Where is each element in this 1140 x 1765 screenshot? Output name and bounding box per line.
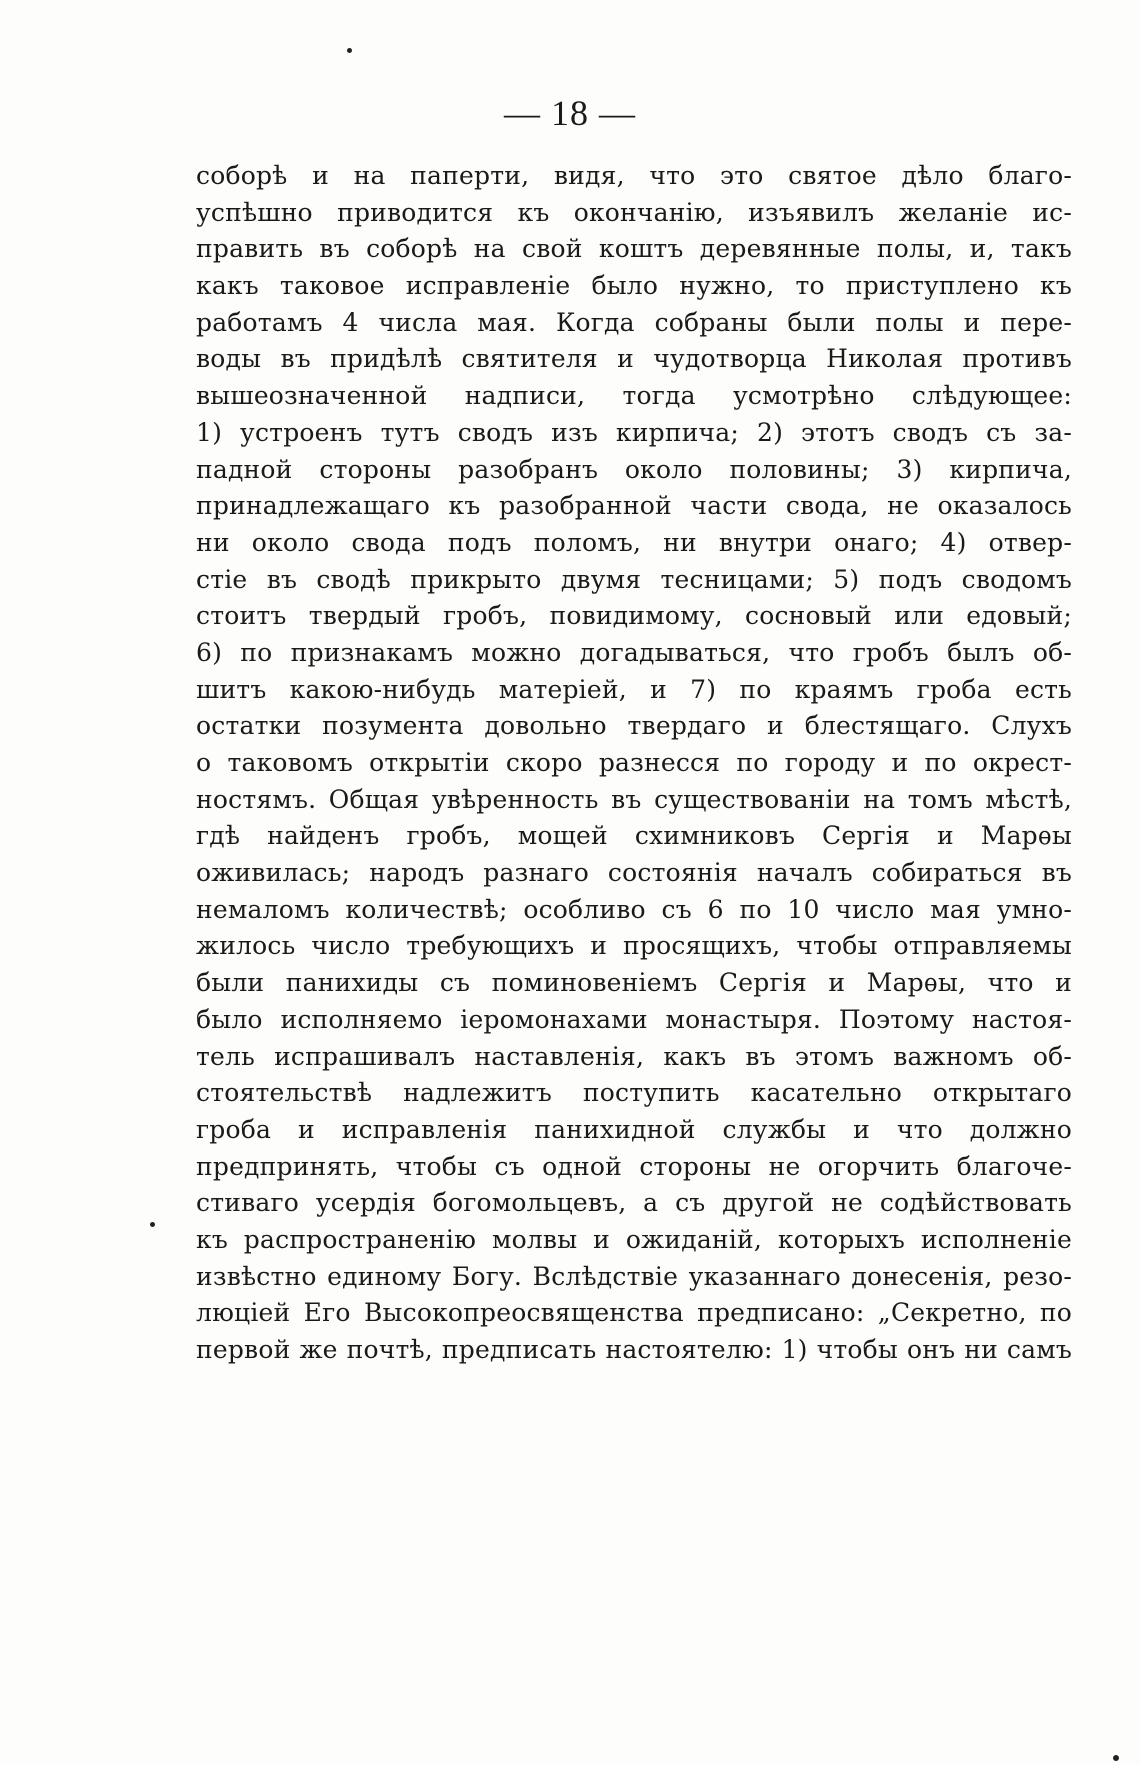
text-line: о таковомъ открытіи скоро разнесся по городу и по окрест-: [196, 748, 1072, 777]
text-line: люціей Его Высокопреосвященства предписано: „Секретно, по: [196, 1298, 1072, 1328]
text-line: воды въ придѣлѣ святителя и чудотворца Николая противъ: [196, 344, 1072, 374]
text-line: править въ соборѣ на свой коштъ деревянные полы, и, такъ: [196, 234, 1072, 264]
page-number: — 18 —: [504, 93, 636, 133]
text-line: было исполняемо іеромонахами монастыря. Поэтому настоя-: [196, 1004, 1072, 1034]
body-text: [196, 158, 1072, 1369]
ink-speck: [1113, 1755, 1119, 1761]
text-line: предпринять, чтобы съ одной стороны не огорчить благоче-: [196, 1151, 1072, 1181]
text-line: стіе въ сводѣ прикрыто двумя тесницами; 5) подъ сводомъ: [196, 564, 1072, 594]
text-line: извѣстно единому Богу. Вслѣдствіе указаннаго донесенія, резо-: [196, 1261, 1072, 1291]
text-line: какъ таковое исправленіе было нужно, то приступлено къ: [196, 271, 1072, 301]
ink-speck: [347, 48, 352, 53]
text-line: были панихиды съ поминовеніемъ Сергія и Марѳы, что и: [196, 968, 1072, 998]
text-line: первой же почтѣ, предписать настоятелю: 1) чтобы онъ ни самъ: [196, 1335, 1072, 1364]
text-line: принадлежащаго къ разобранной части свода, не оказалось: [196, 491, 1072, 521]
text-line: гдѣ найденъ гробъ, мощей схимниковъ Сергія и Марѳы: [196, 821, 1072, 851]
text-line: немаломъ количествѣ; особливо съ 6 по 10 число мая умно-: [196, 894, 1072, 924]
text-line: вышеозначенной надписи, тогда усмотрѣно слѣдующее:: [196, 381, 1072, 411]
text-line: жилось число требующихъ и просящихъ, чтобы отправляемы: [196, 931, 1072, 961]
ink-speck: [150, 1222, 155, 1227]
text-line: гроба и исправленія панихидной службы и что должно: [196, 1114, 1072, 1144]
text-line: стиваго усердія богомольцевъ, а съ другой не содѣйствовать: [196, 1188, 1072, 1218]
text-line: успѣшно приводится къ окончанію, изъявилъ желаніе ис-: [196, 197, 1072, 227]
text-line: къ распространенію молвы и ожиданій, которыхъ исполненіе: [196, 1224, 1072, 1254]
text-line: стоитъ твердый гробъ, повидимому, сосновый или едовый;: [196, 601, 1072, 631]
text-line: падной стороны разобранъ около половины; 3) кирпича,: [196, 454, 1072, 484]
text-line: работамъ 4 числа мая. Когда собраны были полы и пере-: [196, 307, 1072, 337]
text-line: ностямъ. Общая увѣренность въ существованіи на томъ мѣстѣ,: [196, 784, 1072, 814]
text-line: ни около свода подъ поломъ, ни внутри онаго; 4) отвер-: [196, 527, 1072, 557]
text-line: оживилась; народъ разнаго состоянія началъ собираться въ: [196, 858, 1072, 888]
text-line: 1) устроенъ тутъ сводъ изъ кирпича; 2) этотъ сводъ съ за-: [196, 417, 1072, 447]
text-line: тель испрашивалъ наставленія, какъ въ этомъ важномъ об-: [196, 1041, 1072, 1071]
text-line: шитъ какою-нибудь матеріей, и 7) по краямъ гроба есть: [196, 674, 1072, 704]
text-line: соборѣ и на паперти, видя, что это святое дѣло благо-: [196, 161, 1072, 190]
text-line: остатки позумента довольно твердаго и блестящаго. Слухъ: [196, 711, 1072, 741]
text-line: 6) по признакамъ можно догадываться, что гробъ былъ об-: [196, 637, 1072, 667]
text-line: стоятельствѣ надлежитъ поступить касательно открытаго: [196, 1078, 1072, 1108]
